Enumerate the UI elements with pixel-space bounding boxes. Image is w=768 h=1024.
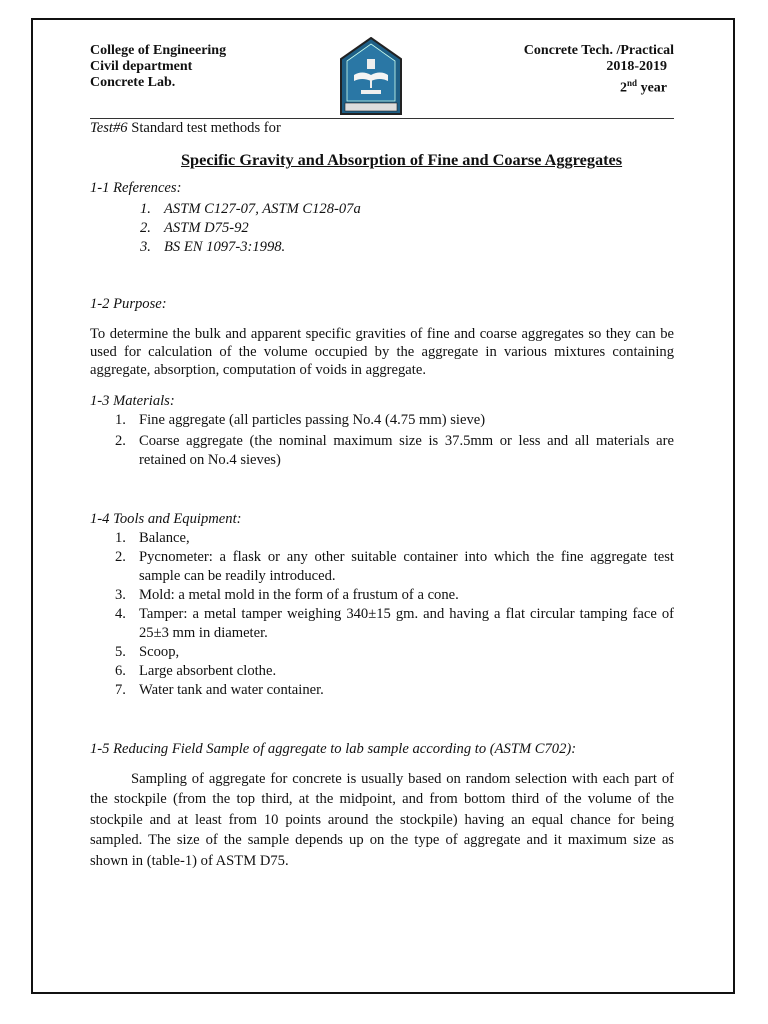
list-item: 1. ASTM C127-07, ASTM C128-07a bbox=[140, 201, 361, 217]
list-item: 2. Pycnometer: a flask or any other suitable container into which the fine aggregate test sample can be readily introduced. bbox=[115, 549, 674, 584]
list-item: 4. Tamper: a metal tamper weighing 340±15 gm. and having a flat circular tamping face of 25±3 mm in diameter. bbox=[115, 606, 674, 641]
lab-name: Concrete Lab. bbox=[90, 75, 176, 90]
header-divider bbox=[90, 118, 674, 119]
list-item: 6. Large absorbent clothe. bbox=[115, 663, 277, 679]
course-name: Concrete Tech. /Practical bbox=[523, 43, 674, 58]
college-name: College of Engineering bbox=[90, 43, 227, 58]
list-item: 2. ASTM D75-92 bbox=[140, 220, 249, 236]
department-name: Civil department bbox=[90, 59, 193, 74]
list-item: 7. Water tank and water container. bbox=[115, 682, 324, 698]
references-list bbox=[140, 200, 361, 257]
tools-list bbox=[115, 529, 674, 700]
list-item: 3. BS EN 1097-3:1998. bbox=[140, 239, 286, 255]
materials-list bbox=[115, 411, 674, 470]
materials-heading: 1-3 Materials: bbox=[90, 393, 175, 409]
academic-years: 2018-2019 bbox=[606, 59, 667, 74]
document-title: Specific Gravity and Absorption of Fine and Coarse Aggregates bbox=[181, 150, 623, 169]
sampling-heading: 1-5 Reducing Field Sample of aggregate to lab sample according to (ASTM C702): bbox=[90, 741, 577, 757]
list-item: 3. Mold: a metal mold in the form of a frustum of a cone. bbox=[115, 587, 459, 603]
purpose-text: To determine the bulk and apparent specific gravities of fine and coarse aggregates so they can be used for calculation of the volume occupied by the aggregate in various mixtures containing aggregate, absorption, computation of voids in aggregate. bbox=[90, 326, 674, 379]
study-year: 2nd year bbox=[620, 78, 667, 96]
list-item: 1. Fine aggregate (all particles passing No.4 (4.75 mm) sieve) bbox=[115, 412, 486, 428]
header-left bbox=[90, 43, 226, 91]
tools-heading: 1-4 Tools and Equipment: bbox=[90, 511, 242, 527]
purpose-heading: 1-2 Purpose: bbox=[90, 296, 167, 312]
list-item: 1. Balance, bbox=[115, 530, 190, 546]
university-logo bbox=[340, 37, 402, 115]
list-item: 5. Scoop, bbox=[115, 644, 180, 660]
references-heading: 1-1 References: bbox=[90, 180, 182, 196]
list-item: 2. Coarse aggregate (the nominal maximum size is 37.5mm or less and all materials are retained on No.4 sieves) bbox=[115, 433, 674, 468]
test-intro: Test#6 Standard test methods for bbox=[90, 120, 281, 136]
sampling-text: Sampling of aggregate for concrete is usually based on random selection with each part of the stockpile (from the top third, at the midpoint, and from bottom third of the volume of the stockpile and at least from 10 points around the stockpile) having an equal chance for being sampled. The size of the sample depends up on the type of aggregate and it maximum size as shown in (table-1) of ASTM D75. bbox=[90, 771, 674, 869]
header-right bbox=[524, 43, 674, 97]
